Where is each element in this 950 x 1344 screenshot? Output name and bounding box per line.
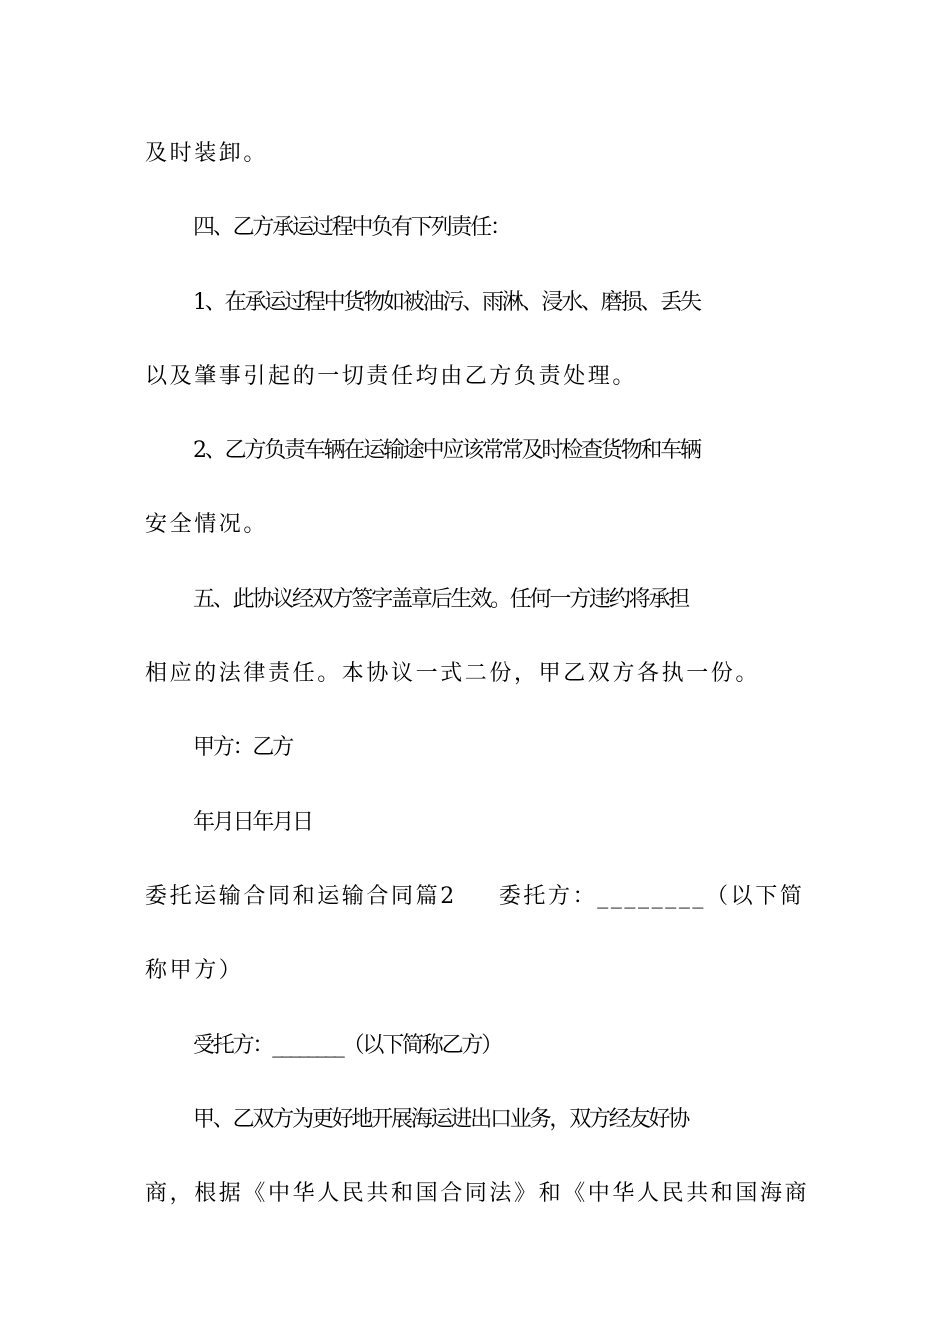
paragraph-line: 及时装卸。 [145, 141, 269, 166]
clause-2-line-2: 安全情况。 [145, 512, 269, 537]
clause-1-line-1: 1、在承运过程中货物如被油污、雨淋、浸水、磨损、丢失 [193, 290, 700, 315]
entrusting-party-line: 委托方：________（以下简 [498, 884, 805, 909]
entrusted-party-line: 受托方：________（以下简称乙方） [193, 1033, 502, 1058]
clause-2-line-1: 2、乙方负责车辆在运输途中应该常常及时检查货物和车辆 [193, 438, 700, 463]
preamble-line-1: 甲、乙双方为更好地开展海运进出口业务，双方经友好协 [193, 1107, 689, 1132]
entrusting-party-abbrev: 称甲方） [145, 958, 244, 983]
contract-2-title: 委托运输合同和运输合同篇2 [145, 884, 457, 909]
section-heading-four: 四、乙方承运过程中负有下列责任： [193, 215, 510, 240]
section-five-line-2: 相应的法律责任。本协议一式二份，甲乙双方各执一份。 [145, 661, 761, 686]
signature-parties: 甲方：乙方 [193, 735, 293, 760]
signature-dates: 年月日年月日 [193, 810, 312, 835]
clause-1-line-2: 以及肇事引起的一切责任均由乙方负责处理。 [145, 364, 638, 389]
contract-2-title-line [145, 882, 810, 912]
preamble-line-2: 商，根据《中华人民共和国合同法》和《中华人民共和国海商 [145, 1181, 810, 1206]
section-five-line-1: 五、此协议经双方签字盖章后生效。任何一方违约将承担 [193, 587, 689, 612]
